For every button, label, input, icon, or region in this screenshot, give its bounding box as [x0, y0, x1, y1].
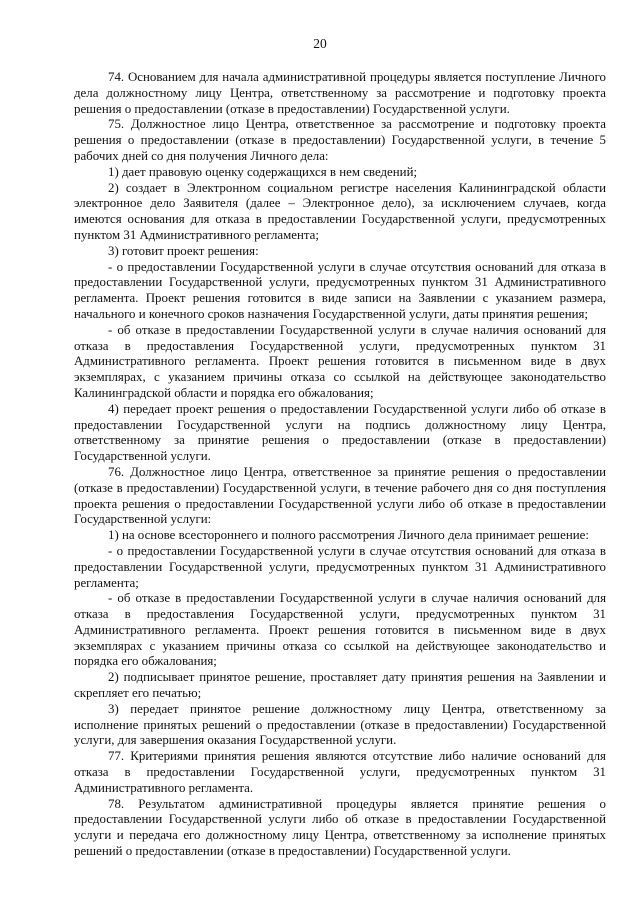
paragraph-76-item-1-refusal: - об отказе в предоставлении Государственной услуги в случае наличия оснований для отказа в предоставления Государственной услуги, предусмотренных пунктом 31 Административного регламента. Проект решения готовится в письменном виде в двух экземплярах с указанием причины отказа со ссылкой на действующее законодательство и порядка его обжалования; — [74, 591, 606, 669]
paragraph-76-item-1: 1) на основе всестороннего и полного рассмотрения Личного дела принимает решение: — [108, 528, 589, 543]
paragraph-75-item-1: 1) дает правовую оценку содержащихся в нем сведений; — [108, 164, 418, 179]
paragraph-75-item-3: 3) готовит проект решения: — [108, 243, 259, 258]
paragraph-76-item-1-grant: - о предоставлении Государственной услуги в случае отсутствия оснований для отказа в предоставлении Государственной услуги, предусмотренных пунктом 31 Административного регламента; — [74, 543, 606, 590]
paragraph-76: 76. Должностное лицо Центра, ответственное за принятие решения о предоставлении (отказе в предоставлении) Государственной услуги, в течение рабочего дня со дня поступления проекта решения о предоставлении Государственной услуги либо об отказе в предоставлении Государственной услуги: — [74, 464, 606, 527]
paragraph-77: 77. Критериями принятия решения являются отсутствие либо наличие оснований для отказа в предоставлении Государственной услуги, предусмотренных пунктом 31 Административного регламента. — [74, 749, 606, 795]
paragraph-75-item-2: 2) создает в Электронном социальном регистре населения Калининградской области электронное дело Заявителя (далее – Электронное дело), за исключением случаев, когда имеются основания для отказа в предоставлении Государственной услуги, предусмотренных пунктом 31 Административного регламента; — [74, 180, 606, 242]
paragraph-74: 74. Основанием для начала административной процедуры является поступление Личного дела должностному лицу Центра, ответственному за рассмотрение и подготовку проекта решения о предоставлении (отказе в предоставлении) Государственной услуги. — [74, 70, 606, 116]
page-number: 20 — [313, 36, 327, 51]
document-body — [74, 70, 606, 860]
paragraph-75-item-4: 4) передает проект решения о предоставлении Государственной услуги либо об отказе в предоставлении Государственной услуги на подпись должностному лицу Центра, ответственному за принятие решения о предоставлении (отказе в предоставлении) Государственной услуги. — [74, 401, 606, 464]
paragraph-76-item-3: 3) передает принятое решение должностному лицу Центра, ответственному за исполнение принятых решений о предоставлении (отказе в предоставлении) Государственной услуги, для завершения оказания Государственной услуги. — [74, 701, 606, 748]
paragraph-75: 75. Должностное лицо Центра, ответственное за рассмотрение и подготовку проекта решения о предоставлении (отказе в предоставлении) Государственной услуги, в течение 5 рабочих дней со дня получения Личного дела: — [74, 117, 606, 163]
paragraph-75-item-3-refusal: - об отказе в предоставлении Государственной услуги в случае наличия оснований для отказа в предоставления Государственной услуги, предусмотренных пунктом 31 Административного регламента. Проект решения готовится в письменном виде в двух экземплярах, с указанием причины отказа со ссылкой на действующее законодательство Калининградской области и порядка его обжалования; — [74, 322, 606, 400]
paragraph-75-item-3-grant: - о предоставлении Государственной услуги в случае отсутствия оснований для отказа в предоставлении Государственной услуги, предусмотренных пунктом 31 Административного регламента. Проект решения готовится в виде записи на Заявлении с указанием размера, начального и конечного сроков назначения Государственной услуги, даты принятия решения; — [74, 259, 606, 321]
paragraph-76-item-2: 2) подписывает принятое решение, проставляет дату принятия решения на Заявлении и скрепляет его печатью; — [74, 670, 606, 701]
paragraph-78: 78. Результатом административной процедуры является принятие решения о предоставлении Государственной услуги либо об отказе в предоставлении Государственной услуги и передача его должностному лицу Центра, ответственному за исполнение принятых решений о предоставлении (отказе в предоставлении) Государственной услуги. — [74, 796, 606, 859]
